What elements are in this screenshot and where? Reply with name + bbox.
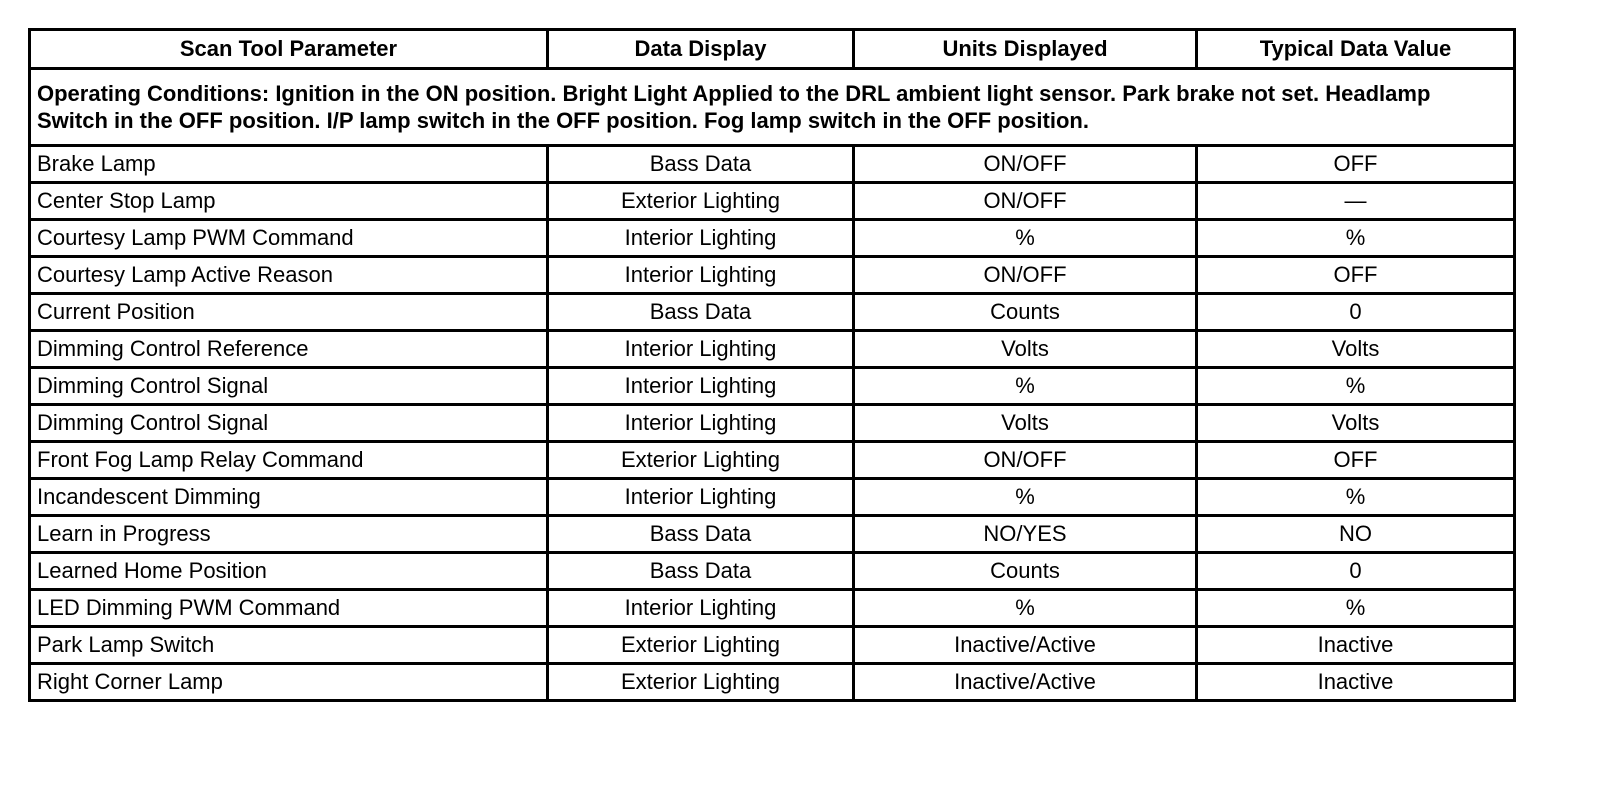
parameter-cell: Center Stop Lamp [30,183,548,220]
parameter-cell: Courtesy Lamp Active Reason [30,257,548,294]
typical-value-cell: Volts [1197,331,1515,368]
units-cell: ON/OFF [854,146,1197,183]
units-cell: % [854,479,1197,516]
typical-value-cell: % [1197,220,1515,257]
table-row [30,553,1515,590]
operating-conditions-row [30,69,1515,146]
data-display-cell: Interior Lighting [548,368,854,405]
table-row [30,664,1515,701]
table-row [30,442,1515,479]
table-row [30,220,1515,257]
parameter-cell: Right Corner Lamp [30,664,548,701]
parameter-cell: Brake Lamp [30,146,548,183]
units-cell: Counts [854,553,1197,590]
header-scan-tool-parameter: Scan Tool Parameter [30,30,548,69]
typical-value-cell: % [1197,479,1515,516]
units-cell: Counts [854,294,1197,331]
table-row [30,590,1515,627]
units-cell: % [854,220,1197,257]
typical-value-cell: Inactive [1197,627,1515,664]
units-cell: % [854,590,1197,627]
table-row [30,331,1515,368]
data-display-cell: Bass Data [548,146,854,183]
units-cell: Volts [854,331,1197,368]
units-cell: % [854,368,1197,405]
header-units-displayed: Units Displayed [854,30,1197,69]
data-display-cell: Interior Lighting [548,479,854,516]
table-row [30,479,1515,516]
data-display-cell: Interior Lighting [548,405,854,442]
typical-value-cell: OFF [1197,257,1515,294]
table-row [30,516,1515,553]
table-row [30,183,1515,220]
data-display-cell: Bass Data [548,294,854,331]
data-display-cell: Exterior Lighting [548,664,854,701]
units-cell: ON/OFF [854,257,1197,294]
data-display-cell: Interior Lighting [548,590,854,627]
header-typical-data-value: Typical Data Value [1197,30,1515,69]
scan-tool-data-table-container [28,28,1513,702]
parameter-cell: Dimming Control Signal [30,368,548,405]
table-row [30,627,1515,664]
typical-value-cell: 0 [1197,294,1515,331]
parameter-cell: LED Dimming PWM Command [30,590,548,627]
data-display-cell: Interior Lighting [548,331,854,368]
parameter-cell: Dimming Control Reference [30,331,548,368]
data-display-cell: Bass Data [548,516,854,553]
table-row [30,146,1515,183]
scan-tool-data-table [28,28,1516,702]
table-row [30,368,1515,405]
operating-conditions: Operating Conditions: Ignition in the ON position. Bright Light Applied to the DRL ambient light sensor. Park brake not set. Headlamp Switch in the OFF position. I/P lamp switch in the OFF position. Fog lamp switch in the OFF position. [30,69,1515,146]
data-display-cell: Exterior Lighting [548,627,854,664]
table-row [30,257,1515,294]
typical-value-cell: OFF [1197,442,1515,479]
typical-value-cell: % [1197,590,1515,627]
typical-value-cell: Inactive [1197,664,1515,701]
typical-value-cell: — [1197,183,1515,220]
parameter-cell: Front Fog Lamp Relay Command [30,442,548,479]
data-display-cell: Exterior Lighting [548,442,854,479]
units-cell: Inactive/Active [854,664,1197,701]
data-display-cell: Exterior Lighting [548,183,854,220]
data-display-cell: Interior Lighting [548,220,854,257]
parameter-cell: Dimming Control Signal [30,405,548,442]
units-cell: ON/OFF [854,442,1197,479]
parameter-cell: Learned Home Position [30,553,548,590]
header-data-display: Data Display [548,30,854,69]
table-row [30,294,1515,331]
units-cell: Volts [854,405,1197,442]
typical-value-cell: OFF [1197,146,1515,183]
units-cell: NO/YES [854,516,1197,553]
table-row [30,405,1515,442]
units-cell: ON/OFF [854,183,1197,220]
parameter-cell: Courtesy Lamp PWM Command [30,220,548,257]
parameter-cell: Learn in Progress [30,516,548,553]
typical-value-cell: NO [1197,516,1515,553]
typical-value-cell: % [1197,368,1515,405]
data-display-cell: Interior Lighting [548,257,854,294]
data-display-cell: Bass Data [548,553,854,590]
typical-value-cell: 0 [1197,553,1515,590]
header-row [30,30,1515,69]
units-cell: Inactive/Active [854,627,1197,664]
parameter-cell: Current Position [30,294,548,331]
parameter-cell: Park Lamp Switch [30,627,548,664]
parameter-cell: Incandescent Dimming [30,479,548,516]
typical-value-cell: Volts [1197,405,1515,442]
